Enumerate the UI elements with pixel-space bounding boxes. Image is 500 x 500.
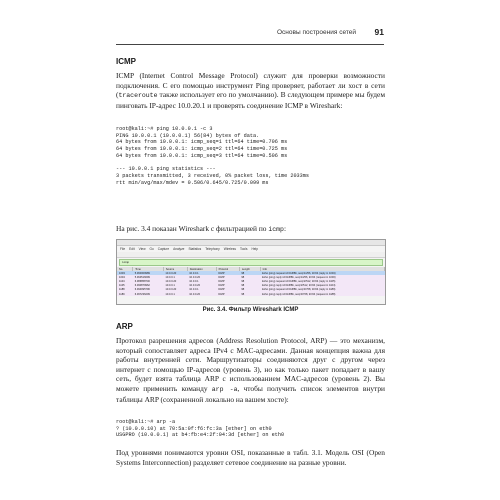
packet-cell: 5.360009989 [133, 271, 164, 275]
menu-item-view: View [138, 247, 146, 251]
packet-cell: 5.364516699 [133, 275, 164, 279]
packet-cell: 98 [239, 284, 260, 288]
figure-caption: Рис. 3.4. Фильтр Wireshark ICMP [202, 307, 299, 313]
packet-cell: 10.0.0.1 [163, 292, 187, 296]
packet-cell: Echo (ping) request id=0x6f8b, seq=1/256, ttl=64 (reply in 1004) [260, 271, 384, 275]
packet-cell: 1105 [117, 284, 133, 288]
packet-cell: ICMP [216, 279, 239, 283]
arp-code-block [116, 419, 385, 439]
packet-cell: 10.0.0.20 [163, 288, 187, 292]
code-line: ? (10.0.0.10) at 70:5a:0f:f6:fc:3a [ether] on eth0 [116, 425, 272, 432]
running-title: Основы построения сетей [277, 29, 356, 36]
code-line [116, 160, 385, 167]
packet-cell: 10.0.0.20 [187, 284, 216, 288]
packet-cell: 10.0.0.20 [163, 271, 187, 275]
icmp-paragraph: ICMP (Internet Control Message Protocol) служит для проверки возможности подключения. С его помощью инструмент Ping проверяет, работает ли хост в сети (traceroute также использует его по умолчанию). В следующем примере мы будем пинговать IP-адрес 10.0.20.1 и проверять соединение ICMP в Wireshark: [116, 71, 385, 110]
code-line: PING 10.0.0.1 (10.0.0.1) 56(84) bytes of data. [116, 132, 260, 139]
code-line: root@kali:~# arp -a [116, 419, 176, 425]
packet-cell: 10.0.0.1 [163, 275, 187, 279]
menu-item-go: Go [149, 247, 154, 251]
packet-cell: Echo (ping) reply id=0x6f8b, seq=2/512, ttl=64 (request in 1104) [260, 284, 384, 288]
osi-paragraph: Под уровнями понимаются уровни OSI, показанные в табл. 3.1. Модель OSI (Open Systems Interconnection) разделяет сетевое соединение на разные уровни. [116, 448, 385, 467]
menu-item-capture: Capture [157, 247, 170, 251]
menu-item-file: File [120, 247, 126, 251]
packet-cell: 6.394995796 [133, 288, 164, 292]
icmp-heading: ICMP [116, 57, 136, 66]
packet-cell: Echo (ping) reply id=0x6f8b, seq=3/768, ttl=64 (request in 1188) [260, 292, 384, 296]
code-line: 64 bytes from 10.0.0.1: icmp_seq=3 ttl=64 time=0.506 ms [116, 152, 288, 159]
icmp-code: icmp [268, 226, 284, 233]
packet-cell: ICMP [216, 292, 239, 296]
packet-cell: ICMP [216, 284, 239, 288]
column-header: Destination [187, 267, 216, 271]
wireshark-screenshot [116, 239, 386, 305]
column-header: Time [133, 267, 164, 271]
header-rule [116, 44, 384, 45]
packet-cell: 98 [239, 288, 260, 292]
code-line: 3 packets transmitted, 3 received, 0% packet loss, time 2033ms [116, 172, 310, 179]
wireshark-toolbar [117, 252, 385, 258]
column-header: Info [260, 267, 384, 271]
packet-cell: 98 [239, 292, 260, 296]
packet-cell: 10.0.0.1 [187, 288, 216, 292]
packet-cell: 6.386858746 [133, 279, 164, 283]
packet-cell: 1003 [117, 271, 133, 275]
packet-cell: Echo (ping) request id=0x6f8b, seq=2/512, ttl=64 (reply in 1105) [260, 279, 384, 283]
menu-item-edit: Edit [129, 247, 135, 251]
menu-item-telephony: Telephony [205, 247, 220, 251]
column-header: No. [117, 267, 133, 271]
packet-cell: 10.0.0.20 [187, 292, 216, 296]
packet-cell: 10.0.0.1 [187, 279, 216, 283]
page-header [116, 27, 384, 41]
packet-list-body [117, 271, 385, 296]
code-line: --- 10.0.0.1 ping statistics --- [116, 166, 216, 173]
packet-cell: 1189 [117, 292, 133, 296]
column-header: Source [163, 267, 187, 271]
packet-cell: ICMP [216, 271, 239, 275]
menu-item-help: Help [251, 247, 258, 251]
page-number: 91 [374, 27, 384, 37]
column-header: Length [239, 267, 260, 271]
code-line: USGPRO (10.0.0.1) at b4:fb:e4:2f:04:3d [ether] on eth0 [116, 432, 285, 439]
packet-cell: 10.0.0.1 [163, 284, 187, 288]
code-line: 64 bytes from 10.0.0.1: icmp_seq=1 ttl=64 time=0.706 ms [116, 139, 288, 146]
traceroute-code: traceroute [118, 92, 158, 100]
arp-heading: ARP [116, 322, 133, 331]
packet-cell: 98 [239, 275, 260, 279]
menu-item-analyze: Analyze [173, 247, 185, 251]
packet-cell: 98 [239, 271, 260, 275]
packet-list [117, 267, 385, 296]
ping-code-block [116, 126, 385, 186]
column-header: Protocol [216, 267, 239, 271]
packet-cell: 1188 [117, 288, 133, 292]
figure-reference-paragraph: На рис. 3.4 показан Wireshark с фильтрацией по icmp: [116, 224, 287, 233]
menu-item-tools: Tools [239, 247, 248, 251]
packet-cell: 10.0.0.1 [187, 271, 216, 275]
packet-cell: 1004 [117, 275, 133, 279]
packet-cell: 1104 [117, 279, 133, 283]
code-line: 64 bytes from 10.0.0.1: icmp_seq=2 ttl=64 time=0.725 ms [116, 146, 288, 153]
packet-cell: 6.390879962 [133, 284, 164, 288]
packet-cell: 10.0.0.20 [187, 275, 216, 279]
packet-cell: Echo (ping) reply id=0x6f8b, seq=1/256, ttl=64 (request in 1003) [260, 275, 384, 279]
packet-cell: ICMP [216, 275, 239, 279]
packet-row [117, 292, 385, 296]
menu-item-statistics: Statistics [188, 247, 202, 251]
packet-cell: Echo (ping) request id=0x6f8b, seq=3/768, ttl=64 (reply in 1189) [260, 288, 384, 292]
packet-cell: 10.0.0.20 [163, 279, 187, 283]
packet-cell: 98 [239, 279, 260, 283]
display-filter: icmp [119, 259, 383, 266]
arp-command-code: arp -a [211, 385, 238, 393]
packet-cell: 6.397236209 [133, 292, 164, 296]
code-line: rtt min/avg/max/mdev = 0.506/0.645/0.725/0.099 ms [116, 179, 269, 186]
code-line: root@kali:~# ping 10.0.0.1 -c 3 [116, 126, 213, 132]
arp-paragraph: Протокол разрешения адресов (Address Resolution Protocol, ARP) — это механизм, который сопоставляет адреса IPv4 с MAC-адресами. Данная концепция важна для работы внутренней сети. Маршрутизаторы соединяются друг с другом через интернет с помощью IP-адресов (уровень 3), но как только пакет попадает в вашу сеть, будет взята таблица ARP с использованием MAC-адресов (уровень 2). Вы можете применить команду arp -a, чтобы получить список элементов внутри таблицы ARP (сохраненной локально на вашем хосте): [116, 336, 385, 404]
menu-item-wireless: Wireless [223, 247, 236, 251]
packet-cell: ICMP [216, 288, 239, 292]
